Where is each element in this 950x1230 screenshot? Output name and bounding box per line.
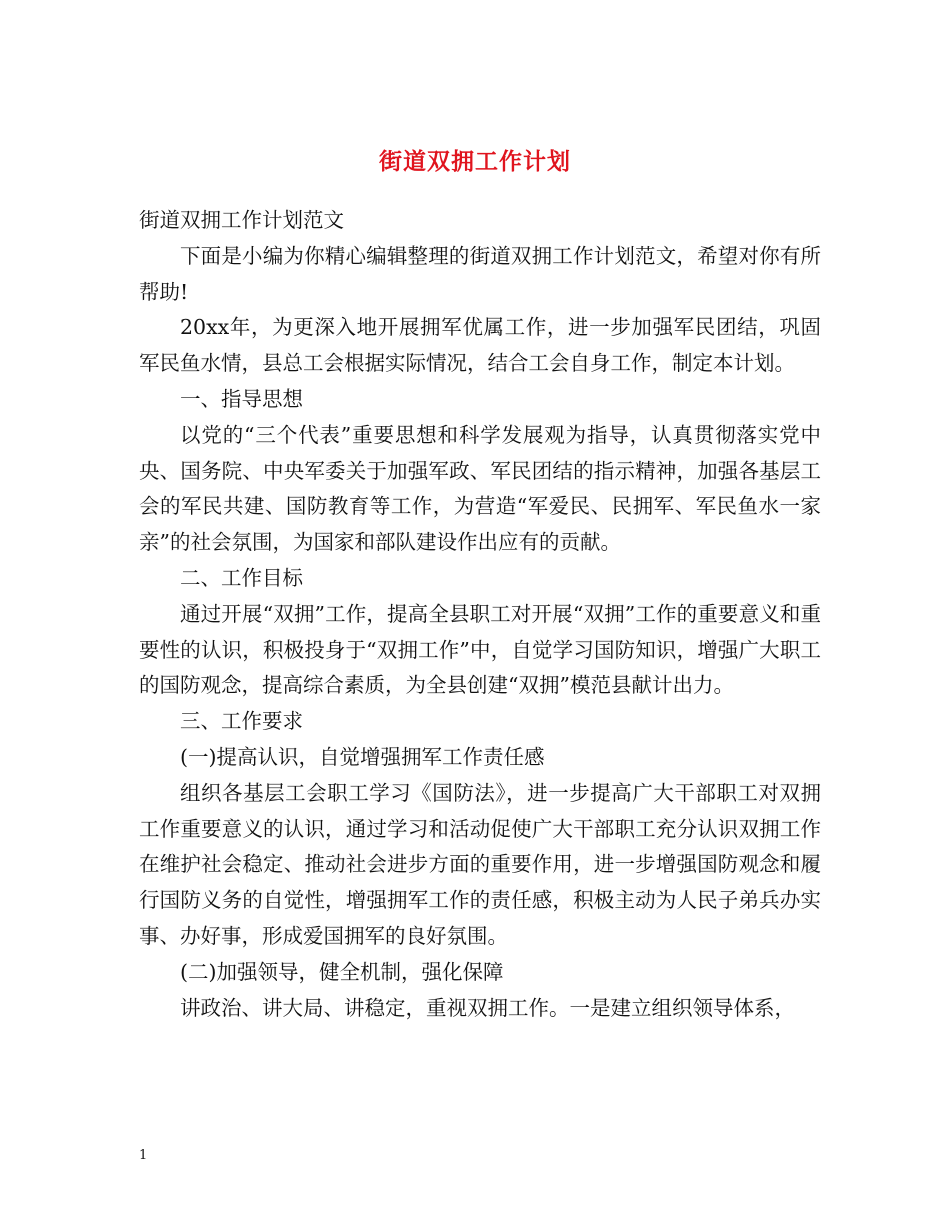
paragraph-intro: 下面是小编为你精心编辑整理的街道双拥工作计划范文，希望对你有所帮助! [139, 243, 821, 304]
section-heading-work-goals: 二、工作目标 [180, 565, 303, 590]
subsection-heading-raise-awareness: (一)提高认识，自觉增强拥军工作责任感 [180, 744, 545, 769]
document-body [139, 203, 821, 1026]
paragraph-background: 20xx年，为更深入地开展拥军优属工作，进一步加强军民团结，巩固军民鱼水情，县总工会根据实际情况，结合工会自身工作，制定本计划。 [139, 315, 821, 376]
page-number: 1 [139, 1148, 148, 1163]
page-title: 街道双拥工作计划 [379, 148, 571, 176]
subsection-heading-strengthen-leadership: (二)加强领导，健全机制，强化保障 [180, 959, 504, 984]
paragraph-subtitle: 街道双拥工作计划范文 [139, 208, 344, 232]
paragraph-guiding-ideology: 以党的“三个代表”重要思想和科学发展观为指导，认真贯彻落实党中央、国务院、中央军委关于加强军政、军民团结的指示精神，加强各基层工会的军民共建、国防教育等工作，为营造“军爱民、民拥军、军民鱼水一家亲”的社会氛围，为国家和部队建设作出应有的贡献。 [139, 422, 821, 555]
section-heading-guiding-ideology: 一、指导思想 [180, 386, 303, 411]
paragraph-work-goals: 通过开展“双拥”工作，提高全县职工对开展“双拥”工作的重要意义和重要性的认识，积极投身于“双拥工作”中，自觉学习国防知识，增强广大职工的国防观念，提高综合素质，为全县创建“双拥”模范县献计出力。 [139, 601, 821, 698]
section-heading-work-requirements: 三、工作要求 [180, 709, 303, 734]
paragraph-raise-awareness: 组织各基层工会职工学习《国防法》，进一步提高广大干部职工对双拥工作重要意义的认识，通过学习和活动促使广大干部职工充分认识双拥工作在维护社会稳定、推动社会进步方面的重要作用，进一步增强国防观念和履行国防义务的自觉性，增强拥军工作的责任感，积极主动为人民子弟兵办实事、办好事，形成爱国拥军的良好氛围。 [139, 780, 821, 948]
paragraph-strengthen-leadership: 讲政治、讲大局、讲稳定，重视双拥工作。一是建立组织领导体系， [180, 995, 795, 1020]
